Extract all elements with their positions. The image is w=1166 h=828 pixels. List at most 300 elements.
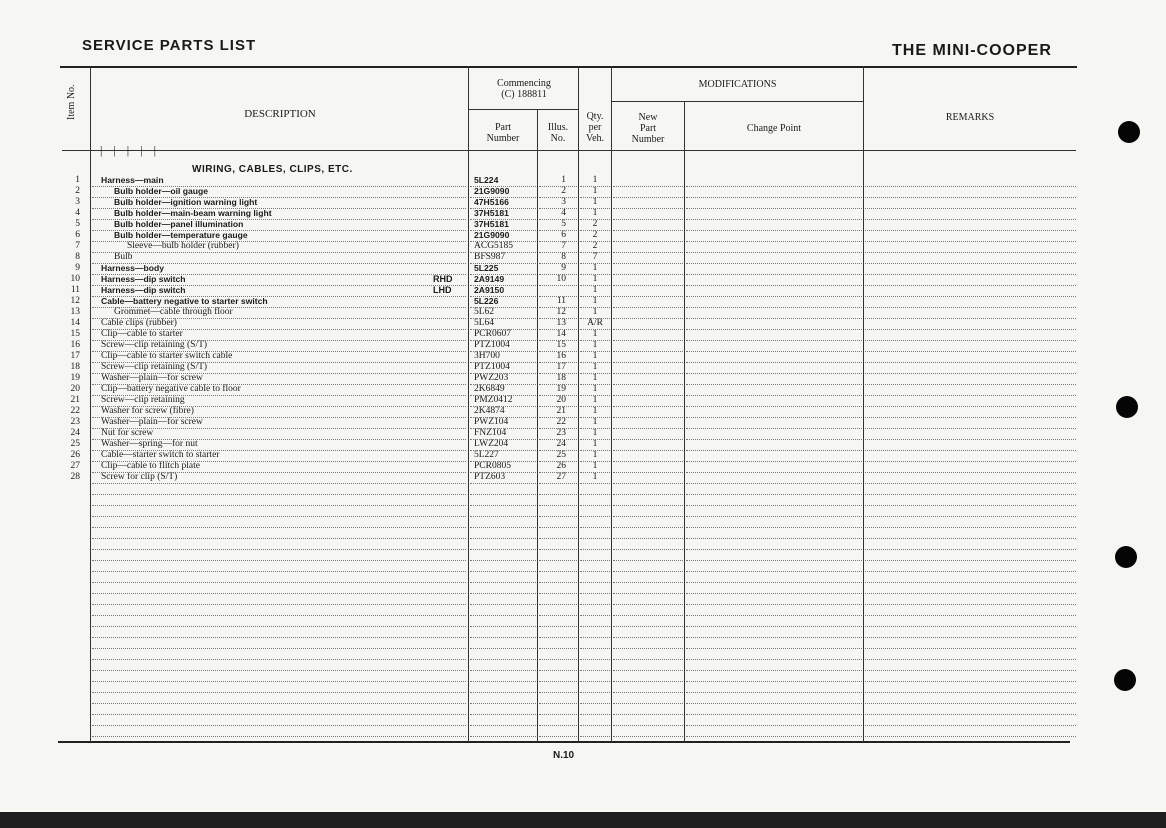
ruled-dotted-line [686,428,862,429]
ruled-dotted-line [539,582,577,583]
ruled-dotted-line [686,549,862,550]
ruled-dotted-line [865,725,1076,726]
ruled-dotted-line [865,274,1076,275]
item-illus-number: 6 [561,230,566,240]
ruled-dotted-line [865,659,1076,660]
item-quantity: 1 [592,296,598,306]
ruled-dotted-line [686,406,862,407]
item-description: Bulb holder—panel illumination [114,219,244,229]
top-rule [60,66,1077,68]
ruled-dotted-line [92,670,466,671]
ruled-dotted-line [539,296,577,297]
ruled-dotted-line [539,329,577,330]
table-row [0,406,1166,417]
ruled-dotted-line [539,681,577,682]
item-illus-number: 16 [556,351,566,361]
item-description: Clip—cable to starter [101,329,183,339]
item-quantity: 7 [592,252,598,262]
ruled-dotted-line [686,186,862,187]
ruled-dotted-line [470,219,536,220]
ruled-dotted-line [686,329,862,330]
ruled-dotted-line [580,582,610,583]
commencing-divider [468,109,578,110]
ruled-dotted-line [686,307,862,308]
ruled-dotted-line [865,527,1076,528]
ruled-dotted-line [470,384,536,385]
ruled-dotted-line [686,626,862,627]
ruled-dotted-line [686,637,862,638]
ruled-dotted-line [613,692,683,693]
part-header-line2: Number [486,133,520,144]
ruled-dotted-line [613,461,683,462]
ruled-dotted-line [686,681,862,682]
ruled-dotted-line [539,626,577,627]
ruled-dotted-line [865,285,1076,286]
ruled-dotted-line [470,252,536,253]
item-quantity: A/R [587,318,603,328]
ruled-dotted-line [686,208,862,209]
ruled-dotted-line [865,703,1076,704]
ruled-dotted-line [580,626,610,627]
ruled-dotted-line [686,703,862,704]
ruled-dotted-line [470,670,536,671]
ruled-dotted-line [539,461,577,462]
ruled-dotted-line [92,263,466,264]
ruled-dotted-line [613,274,683,275]
item-part-number: PWZ104 [474,417,509,427]
item-description: Washer—spring—for nut [101,439,198,449]
item-quantity: 2 [592,219,598,229]
ruled-dotted-line [865,307,1076,308]
ruled-dotted-line [539,285,577,286]
item-number: 6 [75,230,80,240]
table-row [0,351,1166,362]
ruled-dotted-line [470,582,536,583]
ruled-dotted-line [613,197,683,198]
item-illus-number: 21 [556,406,566,416]
item-description: Cable—battery negative to starter switch [101,296,268,306]
ruled-dotted-line [92,604,466,605]
item-description: Screw for clip (S/T) [101,472,178,482]
ruled-dotted-line [539,549,577,550]
ruled-dotted-line [686,230,862,231]
item-quantity: 1 [592,472,598,482]
table-row [0,461,1166,472]
ruled-dotted-line [580,494,610,495]
ruled-dotted-line [470,736,536,737]
ruled-dotted-line [580,296,610,297]
item-quantity: 2 [592,241,598,251]
ruled-dotted-line [580,560,610,561]
ruled-dotted-line [865,197,1076,198]
item-quantity: 1 [592,208,598,218]
ruled-dotted-line [470,439,536,440]
ruled-dotted-line [92,351,466,352]
ruled-dotted-line [92,626,466,627]
item-part-number: 2K6849 [474,384,505,394]
newpart-header-line3: Number [631,134,665,145]
item-illus-number: 13 [556,318,566,328]
item-description: Harness—body [101,263,165,273]
ruled-dotted-line [613,263,683,264]
ruled-dotted-line [686,362,862,363]
item-description: Bulb holder—temperature gauge [114,230,248,240]
ruled-dotted-line [470,329,536,330]
table-row [0,263,1166,274]
item-quantity: 1 [592,351,598,361]
ruled-dotted-line [865,428,1076,429]
binder-hole [1116,396,1138,418]
item-illus-number: 11 [556,296,566,306]
ruled-dotted-line [865,593,1076,594]
ruled-dotted-line [686,373,862,374]
ruled-dotted-line [580,648,610,649]
ruled-dotted-line [92,516,466,517]
ruled-dotted-line [92,560,466,561]
ruled-dotted-line [865,461,1076,462]
ruled-dotted-line [539,428,577,429]
item-illus-number: 2 [561,186,566,196]
ruled-dotted-line [539,274,577,275]
ruled-dotted-line [865,692,1076,693]
ruled-dotted-line [470,307,536,308]
ruled-dotted-line [470,714,536,715]
item-description: Harness—main [101,175,164,185]
item-part-number: ACG5185 [474,241,514,251]
ruled-dotted-line [470,373,536,374]
ruled-dotted-line [470,274,536,275]
item-part-number: PTZ1004 [474,362,510,372]
item-illus-number: 20 [556,395,566,405]
ruled-dotted-line [92,505,466,506]
ruled-dotted-line [865,714,1076,715]
remarks-header: REMARKS [945,112,995,123]
item-part-number: LWZ204 [474,439,509,449]
ruled-dotted-line [686,450,862,451]
ruled-dotted-line [580,505,610,506]
ruled-dotted-line [92,736,466,737]
ruled-dotted-line [580,450,610,451]
modifications-divider [612,101,863,102]
item-part-number: 2A9149 [474,274,505,284]
illus-no-header [539,122,577,144]
item-part-number: 21G9090 [474,186,510,196]
ruled-dotted-line [613,516,683,517]
item-illus-number: 22 [556,417,566,427]
item-quantity: 1 [592,197,598,207]
ruled-dotted-line [539,197,577,198]
ruled-dotted-line [539,571,577,572]
table-row [0,340,1166,351]
ruled-dotted-line [613,439,683,440]
ruled-dotted-line [92,296,466,297]
ruled-dotted-line [865,516,1076,517]
ruled-dotted-line [686,538,862,539]
ruled-dotted-line [539,406,577,407]
ruled-dotted-line [613,241,683,242]
ruled-dotted-line [539,714,577,715]
ruled-dotted-line [865,252,1076,253]
ruled-dotted-line [686,241,862,242]
ruled-dotted-line [686,725,862,726]
ruled-dotted-line [92,395,466,396]
item-quantity: 1 [592,175,598,185]
ruled-dotted-line [92,362,466,363]
item-quantity: 1 [592,285,598,295]
item-description: Grommet—cable through floor [114,307,233,317]
table-row [0,241,1166,252]
item-description: Clip—cable to flitch plate [101,461,200,471]
ruled-dotted-line [539,703,577,704]
ruled-dotted-line [686,461,862,462]
item-number: 22 [70,406,80,416]
ruled-dotted-line [686,494,862,495]
ruled-dotted-line [539,615,577,616]
ruled-dotted-line [865,329,1076,330]
table-row [0,296,1166,307]
item-number: 26 [70,450,80,460]
ruled-dotted-line [686,615,862,616]
page-number: N.10 [553,750,575,761]
ruled-dotted-line [580,329,610,330]
item-illus-number: 10 [556,274,566,284]
ruled-dotted-line [686,274,862,275]
item-part-number: FNZ104 [474,428,507,438]
item-illus-number: 17 [556,362,566,372]
table-row [0,307,1166,318]
binder-hole [1118,121,1140,143]
ruled-dotted-line [613,648,683,649]
item-part-number: 5L226 [474,296,499,306]
item-quantity: 1 [592,395,598,405]
item-number: 8 [75,252,80,262]
header-divider [62,150,1076,151]
ruled-dotted-line [470,571,536,572]
ruled-dotted-line [92,582,466,583]
ruled-dotted-line [613,483,683,484]
ruled-dotted-line [613,604,683,605]
ruled-dotted-line [613,527,683,528]
item-quantity: 1 [592,340,598,350]
item-number: 11 [70,285,80,295]
ruled-dotted-line [92,329,466,330]
ruled-dotted-line [580,395,610,396]
ruled-dotted-line [580,373,610,374]
table-row [0,395,1166,406]
ruled-dotted-line [92,285,466,286]
ruled-dotted-line [865,417,1076,418]
ruled-dotted-line [470,494,536,495]
ruled-dotted-line [613,725,683,726]
newpart-header-line1: New [638,112,658,123]
table-row [0,384,1166,395]
ruled-dotted-line [865,406,1076,407]
ruled-dotted-line [92,483,466,484]
item-number: 7 [75,241,80,251]
commencing-header: Commencing [497,78,551,89]
item-quantity: 1 [592,417,598,427]
ruled-dotted-line [92,725,466,726]
ruled-dotted-line [686,736,862,737]
ruled-dotted-line [470,483,536,484]
ruled-dotted-line [686,516,862,517]
ruled-dotted-line [865,263,1076,264]
ruled-dotted-line [92,373,466,374]
table-row [0,362,1166,373]
commencing-number: (C) 188811 [501,89,547,100]
ruled-dotted-line [686,197,862,198]
ruled-dotted-line [865,681,1076,682]
ruled-dotted-line [580,670,610,671]
table-row [0,417,1166,428]
ruled-dotted-line [613,329,683,330]
ruled-dotted-line [686,417,862,418]
item-quantity: 1 [592,186,598,196]
item-number: 18 [70,362,80,372]
ruled-dotted-line [580,241,610,242]
ruled-dotted-line [92,450,466,451]
item-part-number: 5L224 [474,175,499,185]
table-row [0,373,1166,384]
binder-hole [1114,669,1136,691]
ruled-dotted-line [865,384,1076,385]
modifications-header: MODIFICATIONS [698,79,777,90]
ruled-dotted-line [580,538,610,539]
ruled-dotted-line [539,439,577,440]
item-part-number: PWZ203 [474,373,509,383]
ruled-dotted-line [539,373,577,374]
ruled-dotted-line [92,439,466,440]
item-description: Cable clips (rubber) [101,318,177,328]
ruled-dotted-line [580,186,610,187]
ruled-dotted-line [470,461,536,462]
ruled-dotted-line [613,406,683,407]
item-illus-number: 7 [561,241,566,251]
ruled-dotted-line [580,417,610,418]
ruled-dotted-line [539,560,577,561]
item-quantity: 1 [592,263,598,273]
ruled-dotted-line [613,615,683,616]
table-row [0,208,1166,219]
ruled-dotted-line [865,373,1076,374]
item-illus-number: 1 [561,175,566,185]
ruled-dotted-line [613,395,683,396]
item-illus-number: 18 [556,373,566,383]
illus-header-line1: Illus. [547,122,569,133]
ruled-dotted-line [580,307,610,308]
ruled-dotted-line [686,560,862,561]
ruled-dotted-line [470,681,536,682]
ruled-dotted-line [580,384,610,385]
table-row [0,439,1166,450]
ruled-dotted-line [865,219,1076,220]
table-row [0,252,1166,263]
item-illus-number: 19 [556,384,566,394]
table-row [0,285,1166,296]
ruled-dotted-line [580,362,610,363]
ruled-dotted-line [539,593,577,594]
ruled-dotted-line [613,505,683,506]
ruled-dotted-line [613,384,683,385]
ruled-dotted-line [539,494,577,495]
ruled-dotted-line [580,725,610,726]
ruled-dotted-line [613,494,683,495]
ruled-dotted-line [92,659,466,660]
part-header-line1: Part [494,122,512,133]
item-number: 16 [70,340,80,350]
ruled-dotted-line [580,406,610,407]
item-illus-number: 24 [556,439,566,449]
newpart-header-line2: Part [639,123,657,134]
ruled-dotted-line [92,307,466,308]
item-number: 15 [70,329,80,339]
ruled-dotted-line [686,659,862,660]
illus-header-line2: No. [550,133,566,144]
item-number: 20 [70,384,80,394]
ruled-dotted-line [686,527,862,528]
item-illus-number: 5 [561,219,566,229]
item-part-number: 5L227 [474,450,499,460]
ruled-dotted-line [686,604,862,605]
table-row [0,329,1166,340]
ruled-dotted-line [686,318,862,319]
change-point-header: Change Point [746,123,802,134]
item-description: Bulb holder—oil gauge [114,186,209,196]
ruled-dotted-line [580,439,610,440]
item-number: 10 [70,274,80,284]
ruled-dotted-line [865,571,1076,572]
ruled-dotted-line [92,428,466,429]
ruled-dotted-line [539,417,577,418]
ruled-dotted-line [865,340,1076,341]
item-part-number: 5L62 [474,307,495,317]
item-description: Clip—cable to starter switch cable [101,351,233,361]
item-description: Bulb [114,252,133,262]
item-number: 12 [70,296,80,306]
ruled-dotted-line [580,197,610,198]
section-title: WIRING, CABLES, CLIPS, ETC. [192,164,353,175]
ruled-dotted-line [580,637,610,638]
item-number: 23 [70,417,80,427]
ruled-dotted-line [580,703,610,704]
ruled-dotted-line [580,571,610,572]
ruled-dotted-line [470,296,536,297]
ruled-dotted-line [580,208,610,209]
ruled-dotted-line [865,362,1076,363]
ruled-dotted-line [613,373,683,374]
item-part-number: PMZ0412 [474,395,513,405]
ruled-dotted-line [865,483,1076,484]
ruled-dotted-line [865,670,1076,671]
ruled-dotted-line [92,571,466,572]
ruled-dotted-line [470,197,536,198]
ruled-dotted-line [686,582,862,583]
table-row [0,450,1166,461]
ruled-dotted-line [580,714,610,715]
ruled-dotted-line [686,263,862,264]
item-number: 27 [70,461,80,471]
ruled-dotted-line [470,340,536,341]
ruled-dotted-line [580,351,610,352]
item-illus-number: 23 [556,428,566,438]
item-description: Bulb holder—ignition warning light [114,197,258,207]
ruled-dotted-line [613,362,683,363]
ruled-dotted-line [580,659,610,660]
ruled-dotted-line [613,681,683,682]
ruled-dotted-line [92,274,466,275]
item-number: 4 [75,208,80,218]
ruled-dotted-line [470,362,536,363]
